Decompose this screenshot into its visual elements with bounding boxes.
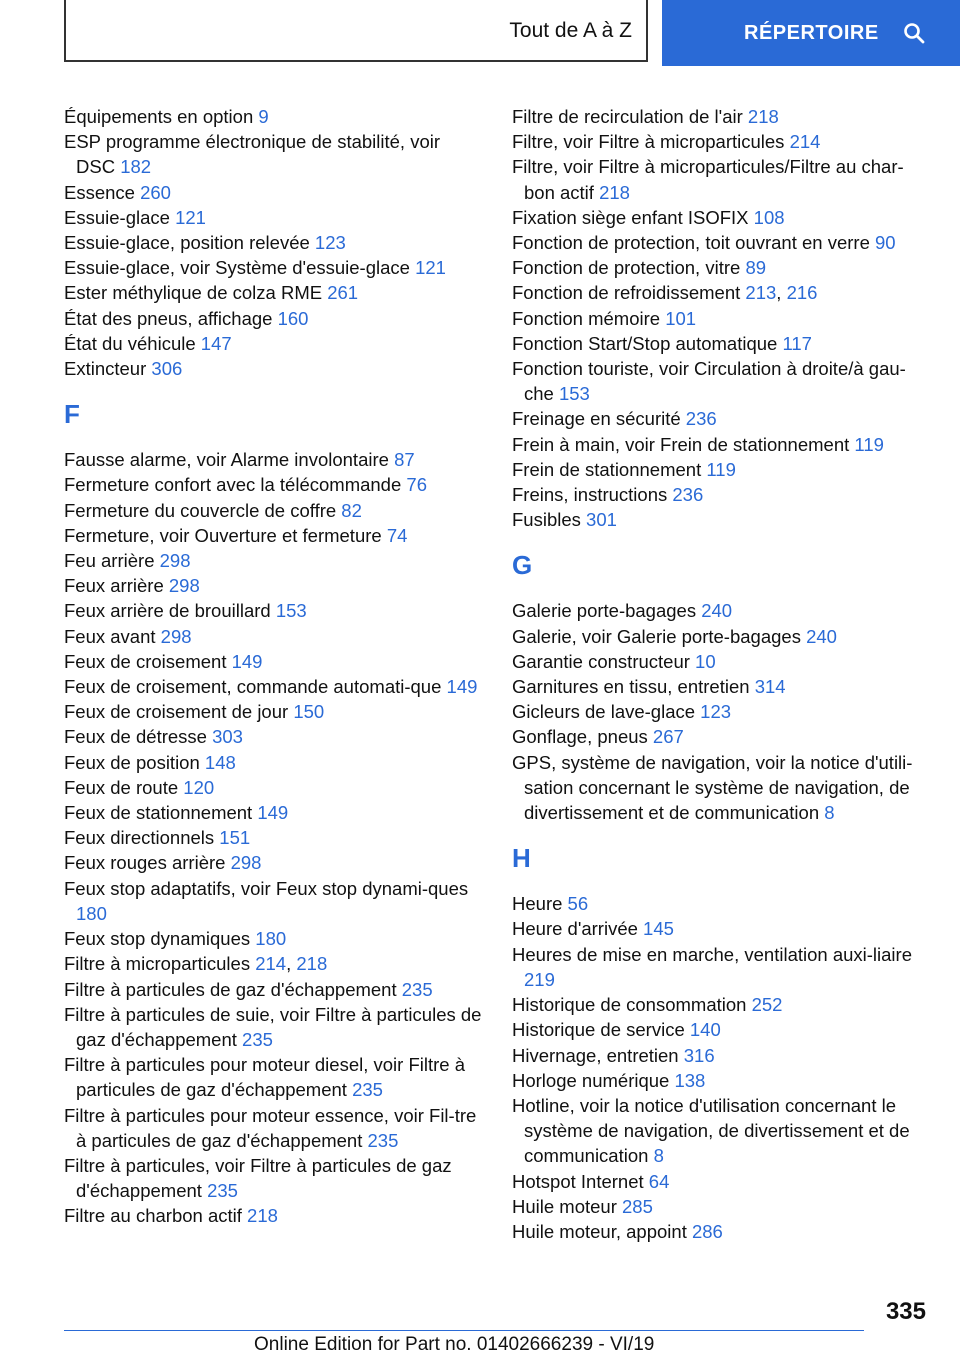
index-entry bbox=[512, 230, 932, 255]
index-entry-term: Fonction mémoire bbox=[512, 307, 666, 329]
index-letter-heading: G bbox=[512, 550, 533, 581]
page-reference-link[interactable]: 218 bbox=[747, 106, 779, 127]
page-reference-link[interactable]: 10 bbox=[695, 650, 716, 672]
index-entry bbox=[64, 926, 484, 951]
page-reference-link[interactable]: 298 bbox=[168, 575, 200, 597]
page-reference-link[interactable]: 235 bbox=[207, 1180, 238, 1202]
index-entry bbox=[64, 750, 484, 775]
page-reference-link[interactable]: 9 bbox=[258, 106, 269, 127]
page-reference-link[interactable]: 236 bbox=[672, 484, 704, 506]
index-entry-term: Fonction de protection, vitre bbox=[512, 257, 746, 279]
index-entry-term: Filtre à particules, voir Filtre à particules de gaz d'échappement bbox=[64, 1154, 452, 1202]
index-entry bbox=[512, 406, 932, 431]
page-reference-link[interactable]: 180 bbox=[76, 902, 107, 924]
index-entry bbox=[512, 457, 932, 482]
page-reference-link[interactable]: 8 bbox=[653, 1145, 664, 1167]
index-entry-term: Feux arrière bbox=[64, 575, 169, 597]
tab-a-to-z-label: Tout de A à Z bbox=[509, 19, 632, 42]
page-reference-link[interactable]: 117 bbox=[782, 332, 812, 354]
index-entry bbox=[64, 573, 484, 598]
index-entry bbox=[512, 1194, 932, 1219]
index-entry-term: Fermeture, voir Ouverture et fermeture bbox=[64, 524, 387, 546]
index-entry-term: Heures de mise en marche, ventilation auxi‐liaire bbox=[512, 943, 912, 965]
index-entry bbox=[64, 649, 484, 674]
page-reference-link[interactable]: 298 bbox=[160, 625, 192, 647]
index-entry bbox=[64, 331, 484, 356]
page-reference-link[interactable]: 285 bbox=[622, 1195, 653, 1217]
index-entry-term: Huile moteur bbox=[512, 1195, 623, 1217]
index-entry-term: Feux de croisement de jour bbox=[64, 701, 294, 723]
page-reference-link[interactable]: 149 bbox=[231, 650, 263, 672]
index-entry-term: Feux avant bbox=[64, 625, 161, 647]
index-entry bbox=[64, 800, 484, 825]
index-entry bbox=[512, 674, 932, 699]
index-entry bbox=[512, 598, 932, 623]
index-entry bbox=[512, 255, 932, 280]
page-reference-link[interactable]: 148 bbox=[204, 751, 236, 773]
index-entry bbox=[64, 977, 484, 1002]
index-entry-term: Huile moteur, appoint bbox=[512, 1220, 692, 1242]
page-reference-link[interactable]: 218 bbox=[599, 181, 630, 203]
index-entry bbox=[512, 306, 932, 331]
page-reference-link[interactable]: 286 bbox=[691, 1220, 723, 1242]
index-entry bbox=[64, 775, 484, 800]
page-reference-link[interactable]: 119 bbox=[854, 433, 884, 455]
index-entry bbox=[64, 1052, 484, 1102]
page-reference-link[interactable]: 235 bbox=[242, 1028, 273, 1050]
index-entry-term: Galerie, voir Galerie porte-bagages bbox=[512, 625, 807, 647]
index-entry bbox=[512, 280, 932, 305]
page-reference-link[interactable]: 261 bbox=[327, 282, 359, 304]
page-reference-link[interactable]: 121 bbox=[175, 206, 206, 228]
index-entry bbox=[64, 825, 484, 850]
index-entry-term: ESP programme électronique de stabilité, voir DSC bbox=[64, 131, 441, 178]
index-entry-term: Filtre, voir Filtre à microparticules/Filtre au char‐bon actif bbox=[512, 156, 904, 203]
index-entry-term: Fonction de protection, toit ouvrant en verre bbox=[512, 232, 876, 254]
index-entry-term: Feux de stationnement bbox=[64, 802, 258, 824]
index-entry-term: Garnitures en tissu, entretien bbox=[512, 676, 755, 698]
index-entry bbox=[512, 1017, 932, 1042]
tab-repertoire-label: RÉPERTOIRE bbox=[744, 21, 879, 44]
index-entry bbox=[64, 1203, 484, 1228]
index-entry bbox=[512, 750, 932, 826]
index-entry bbox=[64, 1153, 484, 1203]
index-column-left bbox=[64, 104, 484, 1229]
page-reference-link[interactable]: 56 bbox=[567, 893, 589, 915]
index-entry-term: Filtre à microparticules bbox=[64, 953, 256, 975]
index-entry bbox=[64, 1103, 484, 1153]
index-entry-term: Feux de croisement bbox=[64, 650, 232, 672]
index-entry-term: Historique de service bbox=[512, 1019, 690, 1041]
page-reference-link[interactable]: 298 bbox=[230, 852, 262, 874]
page-reference-link[interactable]: 145 bbox=[643, 918, 674, 940]
index-entry-term: Filtre à particules pour moteur essence, voir Fil‐tre à particules de gaz d'échappement bbox=[64, 1104, 477, 1151]
index-entry bbox=[64, 180, 484, 205]
index-entry-term: Filtre à particules pour moteur diesel, voir Filtre à particules de gaz d'échappement bbox=[64, 1054, 465, 1101]
index-entry bbox=[64, 624, 484, 649]
page-reference-link[interactable]: 121 bbox=[415, 257, 446, 279]
index-entry-term: Feux stop dynamiques bbox=[64, 928, 256, 950]
index-entry bbox=[64, 280, 484, 305]
index-entry-term: Galerie porte-bagages bbox=[512, 600, 702, 622]
index-entry bbox=[64, 356, 484, 381]
index-entry-term: Feux directionnels bbox=[64, 827, 220, 849]
page-reference-link[interactable]: 182 bbox=[120, 156, 152, 178]
index-entry bbox=[512, 129, 932, 154]
index-entry bbox=[64, 129, 484, 179]
index-entry bbox=[512, 1093, 932, 1169]
page-reference-link[interactable]: 298 bbox=[159, 550, 191, 572]
index-entry-term: Équipements en option bbox=[64, 106, 259, 127]
index-entry bbox=[512, 916, 932, 941]
page-reference-link[interactable]: 119 bbox=[706, 458, 736, 480]
page-reference-link[interactable]: 214 bbox=[789, 131, 821, 153]
index-entry bbox=[512, 1169, 932, 1194]
index-entry-term: Fonction Start/Stop automatique bbox=[512, 332, 783, 354]
index-entry bbox=[512, 154, 932, 204]
page-reference-link[interactable]: 301 bbox=[586, 509, 617, 531]
index-entry-term: Feux de détresse bbox=[64, 726, 213, 748]
index-entry-term: Heure bbox=[512, 893, 568, 915]
index-entry-term: Frein à main, voir Frein de stationnement bbox=[512, 433, 855, 455]
index-entry-term: Fusibles bbox=[512, 509, 587, 531]
index-entry bbox=[512, 356, 932, 406]
index-entry-term: Filtre à particules de gaz d'échappement bbox=[64, 978, 402, 1000]
index-entry bbox=[512, 104, 932, 129]
tab-repertoire[interactable] bbox=[662, 0, 960, 66]
index-entry bbox=[512, 482, 932, 507]
index-entry bbox=[512, 205, 932, 230]
page-reference-link[interactable]: 303 bbox=[212, 726, 243, 748]
index-entry bbox=[64, 205, 484, 230]
index-entry-term: GPS, système de navigation, voir la notice d'utili‐sation concernant le système de navigation, de divertissement et de communication bbox=[512, 751, 913, 824]
page-reference-link[interactable]: 149 bbox=[446, 676, 478, 698]
page-reference-link[interactable]: 235 bbox=[367, 1129, 399, 1151]
index-entry bbox=[512, 1068, 932, 1093]
index-entry bbox=[64, 104, 484, 129]
page-reference-link[interactable]: 252 bbox=[751, 994, 783, 1016]
page-reference-link[interactable]: 149 bbox=[257, 802, 289, 824]
index-entry-term: Feux de position bbox=[64, 751, 205, 773]
page-reference-link[interactable]: 123 bbox=[314, 232, 346, 254]
index-entry-term: Filtre, voir Filtre à microparticules bbox=[512, 131, 790, 153]
index-entry bbox=[512, 992, 932, 1017]
index-entry-term: Feux arrière de brouillard bbox=[64, 600, 276, 622]
index-entry-term: Filtre de recirculation de l'air bbox=[512, 106, 748, 127]
index-entry-term: État du véhicule bbox=[64, 332, 201, 354]
page-reference-link[interactable]: 267 bbox=[652, 726, 684, 748]
index-entry-term: Filtre à particules de suie, voir Filtre à particules de gaz d'échappement bbox=[64, 1003, 482, 1050]
index-entry bbox=[512, 1219, 932, 1244]
index-entry-term: Freins, instructions bbox=[512, 484, 673, 506]
index-entry bbox=[64, 598, 484, 623]
index-entry-term: Essuie-glace bbox=[64, 206, 176, 228]
index-letter-heading: H bbox=[512, 843, 531, 874]
page-reference-link[interactable]: 8 bbox=[824, 802, 835, 824]
page-reference-link[interactable]: 138 bbox=[674, 1069, 706, 1091]
page-reference-link[interactable]: 218 bbox=[296, 953, 328, 975]
page-reference-link[interactable]: 101 bbox=[665, 307, 697, 329]
index-entry-term: Fermeture du couvercle de coffre bbox=[64, 499, 342, 521]
index-entry bbox=[64, 472, 484, 497]
index-entry-term: Feux rouges arrière bbox=[64, 852, 231, 874]
index-entry bbox=[64, 951, 484, 976]
index-entry-term: Fixation siège enfant ISOFIX bbox=[512, 206, 754, 228]
index-entry bbox=[512, 624, 932, 649]
page-reference-link[interactable]: 74 bbox=[386, 524, 408, 546]
footer-divider bbox=[64, 1330, 864, 1331]
index-entry bbox=[64, 674, 484, 699]
page-reference-link[interactable]: 123 bbox=[700, 701, 732, 723]
page-reference-link[interactable]: 108 bbox=[753, 206, 785, 228]
page-reference-link[interactable]: 306 bbox=[151, 358, 183, 380]
index-entry-term: Horloge numérique bbox=[512, 1069, 675, 1091]
index-entry-term: Garantie constructeur bbox=[512, 650, 696, 672]
index-entry-term: Hotspot Internet bbox=[512, 1170, 649, 1192]
footer-edition-text: Online Edition for Part no. 01402666239 - VI/19 bbox=[254, 1334, 655, 1355]
page-reference-link[interactable]: 316 bbox=[683, 1044, 715, 1066]
page-reference-link[interactable]: 150 bbox=[293, 701, 325, 723]
page-reference-link[interactable]: 219 bbox=[524, 968, 555, 990]
index-entry bbox=[64, 498, 484, 523]
page-reference-link[interactable]: 235 bbox=[401, 978, 433, 1000]
index-entry bbox=[512, 1043, 932, 1068]
index-entry-term: Extincteur bbox=[64, 358, 152, 380]
page-reference-link[interactable]: 240 bbox=[806, 625, 837, 647]
page-reference-link[interactable]: 260 bbox=[140, 181, 171, 203]
page-reference-link[interactable]: 235 bbox=[352, 1079, 383, 1101]
index-entry-term: Hivernage, entretien bbox=[512, 1044, 684, 1066]
index-entry-term: Freinage en sécurité bbox=[512, 408, 686, 430]
page-reference-link[interactable]: 314 bbox=[754, 676, 786, 698]
index-entry bbox=[64, 306, 484, 331]
index-entry bbox=[512, 331, 932, 356]
index-letter-heading: F bbox=[64, 399, 80, 430]
page-reference-link[interactable]: 153 bbox=[275, 600, 307, 622]
page-reference-link[interactable]: 180 bbox=[255, 928, 287, 950]
index-entry-term: Gonflage, pneus bbox=[512, 726, 653, 748]
index-entry-term: Essuie-glace, voir Système d'essuie-glace bbox=[64, 257, 416, 279]
index-entry-term: Frein de stationnement bbox=[512, 458, 707, 480]
page-reference-link[interactable]: 160 bbox=[277, 307, 309, 329]
index-entry-term: Historique de consommation bbox=[512, 994, 752, 1016]
index-entry bbox=[512, 699, 932, 724]
index-entry bbox=[64, 548, 484, 573]
index-entry-term: Fonction touriste, voir Circulation à droite/à gau‐che bbox=[512, 358, 906, 405]
index-entry bbox=[64, 850, 484, 875]
index-entry bbox=[512, 507, 932, 532]
index-entry bbox=[512, 942, 932, 992]
index-entry-term: Essuie-glace, position relevée bbox=[64, 232, 315, 254]
page-reference-link[interactable]: 76 bbox=[406, 474, 427, 496]
page-number: 335 bbox=[885, 1298, 926, 1325]
page-reference-link[interactable]: 87 bbox=[394, 449, 415, 471]
page-reference-link[interactable]: 140 bbox=[689, 1019, 721, 1041]
index-entry-term: Feu arrière bbox=[64, 550, 160, 572]
index-entry bbox=[64, 724, 484, 749]
index-entry-term: Filtre au charbon actif bbox=[64, 1205, 248, 1227]
index-entry bbox=[64, 523, 484, 548]
index-entry-term: Essence bbox=[64, 181, 141, 203]
index-entry bbox=[64, 1002, 484, 1052]
index-entry-term: Ester méthylique de colza RME bbox=[64, 282, 328, 304]
index-entry-term: Heure d'arrivée bbox=[512, 918, 644, 940]
index-entry bbox=[512, 891, 932, 916]
page-reference-link[interactable]: 218 bbox=[247, 1205, 278, 1227]
page-reference-link[interactable]: 214 bbox=[255, 953, 287, 975]
index-entry-term: Fausse alarme, voir Alarme involontaire bbox=[64, 449, 395, 471]
index-entry bbox=[64, 255, 484, 280]
index-entry bbox=[512, 649, 932, 674]
page-reference-link[interactable]: 90 bbox=[875, 232, 896, 254]
page-reference-link[interactable]: 236 bbox=[685, 408, 717, 430]
top-navigation bbox=[64, 0, 960, 66]
page-reference-link[interactable]: 151 bbox=[219, 827, 251, 849]
page-reference-link[interactable]: 240 bbox=[701, 600, 733, 622]
index-entry-term: Feux stop adaptatifs, voir Feux stop dynami‐ques bbox=[64, 877, 469, 899]
index-entry-term: Feux de route bbox=[64, 776, 184, 798]
index-entry bbox=[64, 230, 484, 255]
index-column-right bbox=[512, 104, 932, 1244]
ref-separator: , bbox=[776, 282, 787, 304]
index-entry-term: Fermeture confort avec la télécommande bbox=[64, 474, 407, 496]
index-entry-term: Feux de croisement, commande automati‐que bbox=[64, 676, 447, 698]
page-reference-link[interactable]: 120 bbox=[183, 776, 215, 798]
index-entry bbox=[64, 876, 484, 926]
tab-a-to-z[interactable] bbox=[64, 0, 648, 62]
page-reference-link[interactable]: 89 bbox=[745, 257, 767, 279]
page-reference-link[interactable]: 213 bbox=[745, 282, 777, 304]
page-reference-link[interactable]: 82 bbox=[341, 499, 362, 521]
index-entry-term: Fonction de refroidissement bbox=[512, 282, 746, 304]
index-entry bbox=[512, 432, 932, 457]
page-reference-link[interactable]: 147 bbox=[200, 332, 232, 354]
index-entry-term: Gicleurs de lave-glace bbox=[512, 701, 701, 723]
ref-separator: , bbox=[286, 953, 297, 975]
page-reference-link[interactable]: 216 bbox=[786, 282, 818, 304]
page-reference-link[interactable]: 153 bbox=[558, 383, 590, 405]
index-entry bbox=[64, 447, 484, 472]
index-entry-term: Hotline, voir la notice d'utilisation concernant le système de navigation, de divertissement et de communication bbox=[512, 1094, 910, 1167]
index-entry-term: État des pneus, affichage bbox=[64, 307, 278, 329]
index-entry bbox=[512, 724, 932, 749]
page-reference-link[interactable]: 64 bbox=[648, 1170, 670, 1192]
index-entry bbox=[64, 699, 484, 724]
search-icon bbox=[903, 22, 925, 44]
